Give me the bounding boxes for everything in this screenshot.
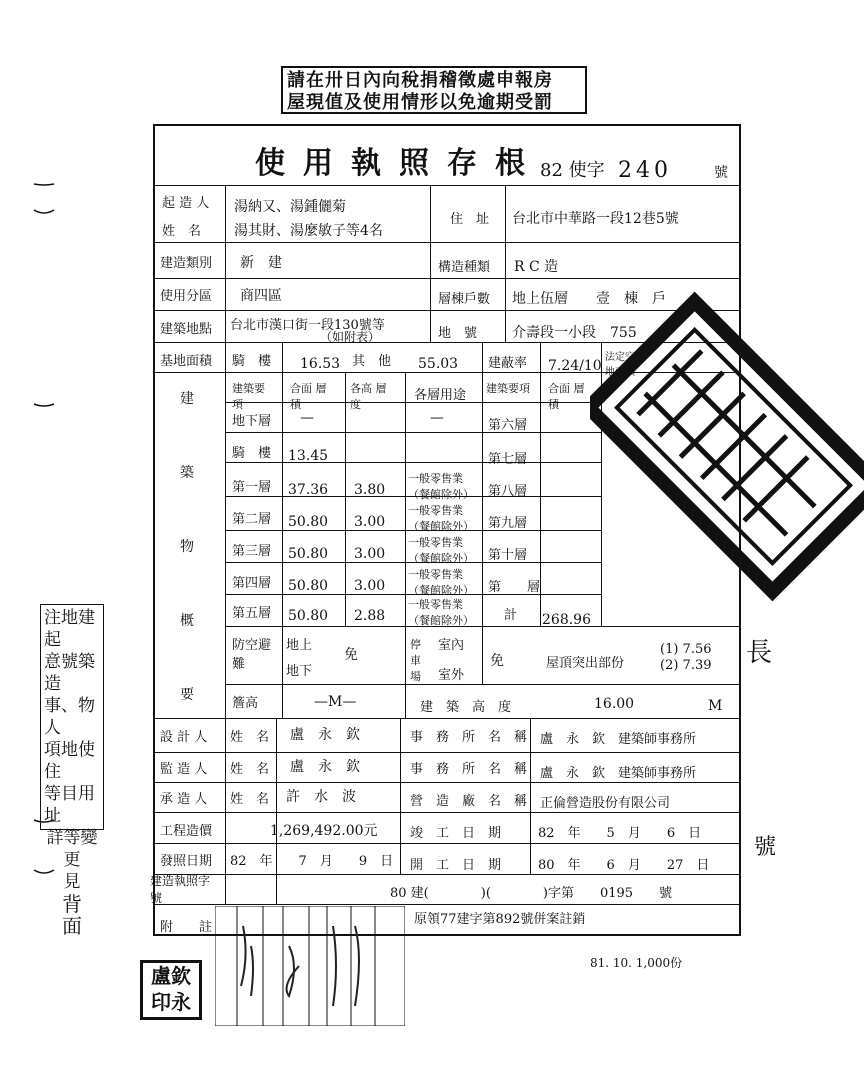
coverage-value: 7.24/10 xyxy=(548,358,602,374)
f4-height: 3.00 xyxy=(354,578,386,594)
site-value: 台北市漢口街一段130號等 xyxy=(230,318,385,333)
f4-label: 第四層 xyxy=(232,576,272,591)
supervisor-name-label: 姓 名 xyxy=(230,762,270,777)
height-unit: M xyxy=(708,698,723,714)
f2-use: 一般零售業（餐館除外） xyxy=(408,504,474,533)
designer-label: 設 計 人 xyxy=(160,730,208,745)
applicant-names-1: 湯納又、湯鍾儷菊 xyxy=(234,199,346,215)
parking-value: 免 xyxy=(490,653,504,669)
shelter-below-label: 地下 xyxy=(286,664,313,679)
start-label: 開 工 日 期 xyxy=(410,858,502,873)
contractor-name: 許 水 波 xyxy=(286,789,356,805)
legal-area-label: 法定空地面積 xyxy=(605,352,635,378)
site-note: （如附表） xyxy=(320,330,381,344)
items-header-2: 建築要項 xyxy=(486,382,530,395)
shelter-label: 防空避難 xyxy=(232,638,272,672)
permit-ref-label: 建造執照字號 xyxy=(150,874,211,905)
zoning-label: 使用分區 xyxy=(160,289,213,304)
supervisor-firm: 盧 永 欽 建築師事務所 xyxy=(540,766,697,781)
issue-value: 82 年 7 月 9 日 xyxy=(230,854,394,869)
f2-area: 50.80 xyxy=(288,514,329,530)
floors-value: 地上伍層 壹 棟 戶 xyxy=(512,291,666,307)
diagonal-stamp xyxy=(590,240,864,640)
floors-label: 層棟戶數 xyxy=(438,292,491,307)
f4-area: 50.80 xyxy=(288,578,329,594)
supervisor-name: 盧 永 欽 xyxy=(290,759,360,775)
form-title: 使用執照存根 xyxy=(255,146,543,181)
lot-label: 地 號 xyxy=(438,326,478,341)
f3-label: 第三層 xyxy=(232,544,272,559)
zoning-value: 商四區 xyxy=(240,288,282,304)
arcade-floor-area: 13.45 xyxy=(288,448,329,464)
site-label: 建築地點 xyxy=(160,322,213,337)
f9-label: 第九層 xyxy=(488,516,528,531)
contractor-firm: 正倫營造股份有限公司 xyxy=(540,796,671,811)
f2-label: 第二層 xyxy=(232,512,272,527)
designer-firm-label: 事 務 所 名 稱 xyxy=(410,730,528,745)
roof-2: (2) 7.39 xyxy=(660,658,712,673)
f1-label: 第一層 xyxy=(232,480,272,495)
f5-height: 2.88 xyxy=(354,608,386,624)
arcade-label: 騎 樓 xyxy=(232,354,272,369)
other-area: 55.03 xyxy=(418,356,459,372)
completion-value: 82 年 5 月 6 日 xyxy=(538,826,702,841)
vlabel-3: 物 xyxy=(180,539,194,555)
shelter-value: 免 xyxy=(344,647,358,663)
permit-number: 240 xyxy=(618,158,672,183)
designer-name-label: 姓 名 xyxy=(230,730,270,745)
total-area: 268.96 xyxy=(542,612,591,628)
f8-label: 第八層 xyxy=(488,484,528,499)
f2-height: 3.00 xyxy=(354,514,386,530)
total-label: 計 xyxy=(504,608,518,623)
basement-label: 地下層 xyxy=(232,414,272,429)
side-note-stamp: 注地建起 意號築造 事、物人 項地使住 等目用址 詳等變更 見 背 面 xyxy=(40,604,104,830)
f5-label: 第五層 xyxy=(232,606,272,621)
build-type-value: 新 建 xyxy=(240,255,282,271)
other-label: 其 他 xyxy=(352,354,392,369)
issue-label: 發照日期 xyxy=(160,854,213,869)
signature-block xyxy=(215,906,405,1026)
build-type-label: 建造類別 xyxy=(160,256,213,271)
coverage-label: 建蔽率 xyxy=(488,356,528,371)
f-other-label: 第 層 xyxy=(488,580,541,595)
permit-suffix: 號 xyxy=(714,165,728,181)
vlabel-1: 建 xyxy=(180,391,194,407)
f4-use: 一般零售業（餐館除外） xyxy=(408,568,474,597)
scan-marks xyxy=(30,180,70,880)
items-header: 建築要項 xyxy=(232,382,265,411)
vlabel-4: 概 xyxy=(180,613,194,629)
margin-mark-1: 長 xyxy=(746,638,773,668)
f1-use: 一般零售業（餐館除外） xyxy=(408,472,474,501)
f3-use: 一般零售業（餐館除外） xyxy=(408,536,474,565)
shelter-above-label: 地上 xyxy=(286,638,313,653)
notice-stamp: 請在卅日內向稅捐稽徵處申報房 屋現值及使用情形以免逾期受罰 xyxy=(281,66,587,114)
cost-value: 1,269,492.00元 xyxy=(270,823,378,839)
f1-height: 3.80 xyxy=(354,482,386,498)
use-header: 各層用途 xyxy=(414,388,467,403)
permit-prefix: 82 使字 xyxy=(540,160,605,181)
supervisor-firm-label: 事 務 所 名 稱 xyxy=(410,762,528,777)
basement-area: — xyxy=(300,410,314,426)
roof-1: (1) 7.56 xyxy=(660,642,712,657)
address-label: 住 址 xyxy=(450,212,490,227)
height-label: 建 築 高 度 xyxy=(420,700,512,715)
address-value: 台北市中華路一段12巷5號 xyxy=(512,211,679,227)
arcade-row-label: 騎 樓 xyxy=(232,446,272,461)
vlabel-2: 築 xyxy=(180,465,194,481)
site-area-label: 基地面積 xyxy=(160,354,213,369)
applicant-names-2: 湯其財、湯麼敏子等4名 xyxy=(234,223,383,239)
f1-area: 37.36 xyxy=(288,482,329,498)
margin-mark-2: 號 xyxy=(754,835,777,860)
structure-label: 構造種類 xyxy=(438,260,491,275)
applicant-label: 起 造 人 xyxy=(162,196,210,211)
area-header: 合面 層積 xyxy=(290,382,327,411)
contractor-label: 承 造 人 xyxy=(160,792,208,807)
f5-use: 一般零售業（餐館除外） xyxy=(408,598,474,627)
structure-value: R C 造 xyxy=(514,259,559,275)
contractor-firm-label: 營 造 廠 名 稱 xyxy=(410,794,528,809)
designer-firm: 盧 永 欽 建築師事務所 xyxy=(540,732,697,747)
outdoor-label: 室外 xyxy=(438,668,465,683)
remarks-label: 附 註 xyxy=(160,920,213,935)
arcade-area: 16.53 xyxy=(300,356,341,372)
f5-area: 50.80 xyxy=(288,608,329,624)
contractor-name-label: 姓 名 xyxy=(230,792,270,807)
area-header-2: 合面 層積 xyxy=(548,382,585,411)
architect-seal: 盧欽 印永 xyxy=(140,960,202,1020)
f10-label: 第十層 xyxy=(488,548,528,563)
vlabel-5: 要 xyxy=(180,687,194,703)
height-value: 16.00 xyxy=(594,696,635,712)
indoor-label: 室內 xyxy=(438,638,465,653)
permit-ref-value: 80 建( )( )字第 0195 號 xyxy=(390,886,673,901)
eaves-value: —M— xyxy=(314,694,357,710)
designer-name: 盧 永 欽 xyxy=(290,727,360,743)
basement-use: — xyxy=(430,410,444,426)
roof-label: 屋頂突出部份 xyxy=(546,656,625,671)
f6-label: 第六層 xyxy=(488,418,528,433)
f7-label: 第七層 xyxy=(488,452,528,467)
remark-value: 原領77建字第892號併案註銷 xyxy=(414,912,586,927)
completion-label: 竣 工 日 期 xyxy=(410,826,502,841)
parking-label: 停車場 xyxy=(410,638,421,683)
f3-height: 3.00 xyxy=(354,546,386,562)
lot-value: 介壽段一小段 755 xyxy=(512,325,637,341)
name-label: 姓 名 xyxy=(162,224,202,239)
height-header: 各高 層度 xyxy=(350,382,387,411)
cost-label: 工程造價 xyxy=(160,824,213,839)
print-info: 81. 10. 1,000份 xyxy=(590,956,683,970)
f3-area: 50.80 xyxy=(288,546,329,562)
eaves-label: 簷高 xyxy=(232,696,259,711)
start-value: 80 年 6 月 27 日 xyxy=(538,858,710,873)
supervisor-label: 監 造 人 xyxy=(160,762,208,777)
